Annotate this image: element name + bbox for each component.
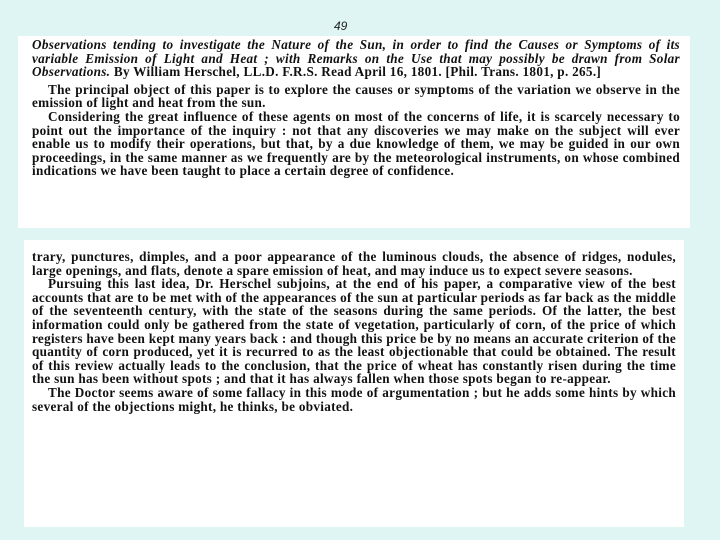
paragraph: The principal object of this paper is to explore the causes or symptoms of the variation we observe in the emission of light and heat from the sun. — [32, 81, 680, 111]
scanned-text-excerpt-bottom — [24, 240, 684, 527]
paragraph: Considering the great influence of these agents on most of the concerns of life, it is scarcely necessary to point out the importance of the inquiry : not that any discoveries we may make on the subject will ever enable us to modify their operations, but that, by a due knowledge of them, we may be guided in our own proceedings, in the same manner as we frequently are by the meteorological instruments, on whose combined indications we have been taught to place a certain degree of confidence. — [32, 108, 680, 179]
page-number-top: 49 — [334, 19, 348, 33]
paper-author-and-citation: By William Herschel, LL.D. F.R.S. Read April 16, 1801. [Phil. Trans. 1801, p. 265.] — [110, 64, 602, 80]
paragraph: trary, punctures, dimples, and a poor appearance of the luminous clouds, the absence of ridges, nodules, large openings, and flats, denote a spare emission of heat, and may induce us to expect severe seasons. — [32, 249, 676, 278]
scanned-text-excerpt-top — [18, 36, 690, 228]
paragraph: The Doctor seems aware of some fallacy in this mode of argumentation ; but he adds some hints by which several of the objections might, he thinks, be obviated. — [32, 384, 676, 414]
paper-title: Observations tending to investigate the Nature of the Sun, in order to find the Causes or Symptoms of its variable Emission of Light and Heat ; with Remarks on the Use that may possibly be drawn from Solar Observations. — [32, 37, 680, 80]
paragraph: Pursuing this last idea, Dr. Herschel subjoins, at the end of his paper, a comparative view of the best accounts that are to be met with of the appearances of the sun at particular periods as far back as the middle of the seventeenth century, with the state of the seasons during the same periods. Of the latter, the best information could only be gathered from the state of vegetation, particularly of corn, of the price of which registers have been kept many years back : and though this price be by no means an accurate criterion of the quantity of corn produced, yet it is recurred to as the least objectionable that could be obtained. The result of this review actually leads to the conclusion, that the price of wheat has constantly risen during the time the sun has been without spots ; and that it has always fallen when those spots began to re-appear. — [32, 276, 676, 387]
paper-heading — [32, 38, 680, 79]
